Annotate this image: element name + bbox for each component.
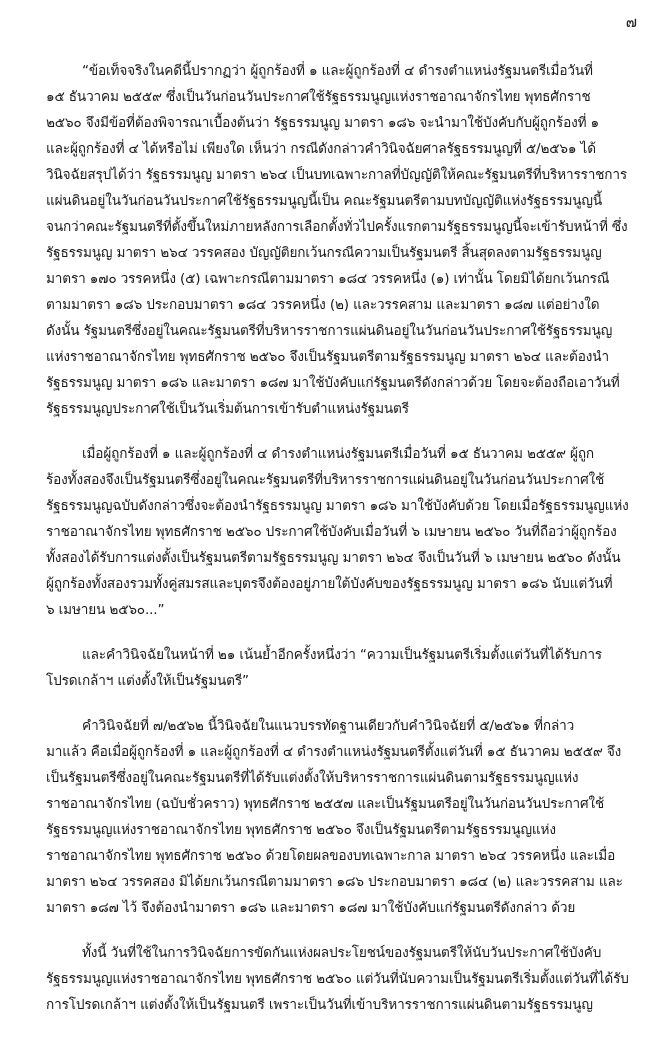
text-line: คำวินิจฉัยที่ ๗/๒๕๖๒ นี้วินิจฉัยในแนวบรรทัดฐานเดียวกับคำวินิจฉัยที่ ๕/๒๕๖๑ ที่กล่าว <box>82 718 575 734</box>
text-line: ทั้งนี้ วันที่ใช้ในการวินิจฉัยการขัดกันแห่งผลประโยชน์ของรัฐมนตรีให้นับวันประกาศใช้บังคับ <box>82 945 602 961</box>
text-line: มาตรา ๑๗๐ วรรคหนึ่ง (๕) เฉพาะกรณีตามมาตรา ๑๘๔ วรรคหนึ่ง (๑) เท่านั้น โดยมิได้ยกเว้นกรณี <box>46 271 610 287</box>
text-line: เป็นรัฐมนตรีซึ่งอยู่ในคณะรัฐมนตรีที่ได้รับแต่งตั้งให้บริหารราชการแผ่นดินตามรัฐธรรมนูญแห่ง <box>46 770 579 786</box>
text-line: ดังนั้น รัฐมนตรีซึ่งอยู่ในคณะรัฐมนตรีที่บริหารราชการแผ่นดินอยู่ในวันก่อนวันประกาศใช้รัฐธรรมนูญ <box>46 323 613 339</box>
text-line: รัฐธรรมนูญแห่งราชอาณาจักรไทย พุทธศักราช ๒๕๖๐ จึงเป็นรัฐมนตรีตามรัฐธรรมนูญแห่ง <box>46 822 556 838</box>
text-line: แผ่นดินอยู่ในวันก่อนวันประกาศใช้รัฐธรรมนูญนี้เป็น คณะรัฐมนตรีตามบทบัญญัติแห่งรัฐธรรมนูญนี้ <box>46 193 603 209</box>
text-line: รัฐธรรมนูญแห่งราชอาณาจักรไทย พุทธศักราช ๒๕๖๐ แต่วันที่นับความเป็นรัฐมนตรีเริ่มตั้งแต่วันที่ได้รับ <box>46 971 629 987</box>
text-line: รัฐธรรมนูญ มาตรา ๒๖๔ วรรคสอง บัญญัติยกเว้นกรณีความเป็นรัฐมนตรี สิ้นสุดลงตามรัฐธรรมนูญ <box>46 245 602 261</box>
text-line: มาตรา ๑๘๗ ไว้ จึงต้องนำมาตรา ๑๘๖ และมาตรา ๑๘๗ มาใช้บังคับแก่รัฐมนตรีดังกล่าว ด้วย <box>46 900 576 916</box>
text-line: รัฐธรรมนูญ มาตรา ๑๘๖ และมาตรา ๑๘๗ มาใช้บังคับแก่รัฐมนตรีดังกล่าวด้วย โดยจะต้องถือเอาวันที่ <box>46 375 620 391</box>
text-line: ร้องทั้งสองจึงเป็นรัฐมนตรีซึ่งอยู่ในคณะรัฐมนตรีที่บริหารราชการแผ่นดินอยู่ในวันก่อนวันประกาศใช้ <box>46 472 605 488</box>
text-line: วินิจฉัยสรุปได้ว่า รัฐธรรมนูญ มาตรา ๒๖๔ เป็นบทเฉพาะกาลที่บัญญัติให้คณะรัฐมนตรีที่บริหารราชการ <box>46 167 628 183</box>
text-line: ราชอาณาจักรไทย พุทธศักราช ๒๕๖๐ ประกาศใช้บังคับเมื่อวันที่ ๖ เมษายน ๒๕๖๐ วันที่ถือว่าผู้ถูกร้อง <box>46 524 617 540</box>
text-line: ๑๕ ธันวาคม ๒๕๕๙ ซึ่งเป็นวันก่อนวันประกาศใช้รัฐธรรมนูญแห่งราชอาณาจักรไทย พุทธศักราช <box>46 89 591 105</box>
paragraph-1 <box>46 58 636 422</box>
text-line: ทั้งสองได้รับการแต่งตั้งเป็นรัฐมนตรีตามรัฐธรรมนูญ มาตรา ๒๖๔ จึงเป็นวันที่ ๖ เมษายน ๒๕๖๐ ดังนั้น <box>46 550 621 566</box>
paragraph-4 <box>46 713 636 921</box>
text-line: ตามมาตรา ๑๘๖ ประกอบมาตรา ๑๘๔ วรรคหนึ่ง (๒) และวรรคสาม และมาตรา ๑๘๗ แต่อย่างใด <box>46 297 600 313</box>
text-line: จนกว่าคณะรัฐมนตรีที่ตั้งขึ้นใหม่ภายหลังการเลือกตั้งทั่วไปครั้งแรกตามรัฐธรรมนูญนี้จะเข้ารับหน้าที่ ซึ่ง <box>46 219 628 235</box>
text-line: “ข้อเท็จจริงในคดีนี้ปรากฏว่า ผู้ถูกร้องที่ ๑ และผู้ถูกร้องที่ ๔ ดำรงตำแหน่งรัฐมนตรีเมื่อวันที่ <box>82 63 593 79</box>
text-line: รัฐธรรมนูญประกาศใช้เป็นวันเริ่มต้นการเข้ารับตำแหน่งรัฐมนตรี <box>46 401 409 417</box>
text-line: ๖ เมษายน ๒๕๖๐...” <box>46 602 165 618</box>
text-line: โปรดเกล้าฯ แต่งตั้งให้เป็นรัฐมนตรี” <box>46 673 249 689</box>
text-line: แห่งราชอาณาจักรไทย พุทธศักราช ๒๕๖๐ จึงเป็นรัฐมนตรีตามรัฐธรรมนูญ มาตรา ๒๖๔ และต้องนำ <box>46 349 610 365</box>
text-line: รัฐธรรมนูญฉบับดังกล่าวซึ่งจะต้องนำรัฐธรรมนูญ มาตรา ๑๘๖ มาใช้บังคับด้วย โดยเมื่อรัฐธรรมนูญแห่ง <box>46 498 629 514</box>
text-line: เมื่อผู้ถูกร้องที่ ๑ และผู้ถูกร้องที่ ๔ ดำรงตำแหน่งรัฐมนตรีเมื่อวันที่ ๑๕ ธันวาคม ๒๕๕๙ ผู้ถูก <box>82 446 594 462</box>
text-line: และผู้ถูกร้องที่ ๔ ได้หรือไม่ เพียงใด เห็นว่า กรณีดังกล่าวคำวินิจฉัยศาลรัฐธรรมนูญที่ ๕/๒๕๖๑ ได้ <box>46 141 596 157</box>
paragraph-2 <box>46 441 636 623</box>
document-body <box>46 58 636 1037</box>
text-line: ราชอาณาจักรไทย (ฉบับชั่วคราว) พุทธศักราช ๒๕๕๗ และเป็นรัฐมนตรีอยู่ในวันก่อนวันประกาศใช้ <box>46 796 605 812</box>
text-line: มาตรา ๒๖๔ วรรคสอง มิได้ยกเว้นกรณีตามมาตรา ๑๘๖ ประกอบมาตรา ๑๘๔ (๒) และวรรคสาม และ <box>46 874 623 890</box>
page-number: ๗ <box>625 13 637 31</box>
text-line: ราชอาณาจักรไทย พุทธศักราช ๒๕๖๐ ด้วยโดยผลของบทเฉพาะกาล มาตรา ๒๖๔ วรรคหนึ่ง และเมื่อ <box>46 848 616 864</box>
text-line: การโปรดเกล้าฯ แต่งตั้งให้เป็นรัฐมนตรี เพราะเป็นวันที่เข้าบริหารราชการแผ่นดินตามรัฐธรรมนูญ <box>46 997 593 1013</box>
paragraph-5 <box>46 940 636 1018</box>
text-line: ผู้ถูกร้องทั้งสองรวมทั้งคู่สมรสและบุตรจึงต้องอยู่ภายใต้บังคับของรัฐธรรมนูญ มาตรา ๑๘๖ นับแต่วันที่ <box>46 576 613 592</box>
text-line: ๒๕๖๐ จึงมีข้อที่ต้องพิจารณาเบื้องต้นว่า รัฐธรรมนูญ มาตรา ๑๘๖ จะนำมาใช้บังคับกับผู้ถูกร้องที่ ๑ <box>46 115 600 131</box>
text-line: มาแล้ว คือเมื่อผู้ถูกร้องที่ ๑ และผู้ถูกร้องที่ ๔ ดำรงตำแหน่งรัฐมนตรีตั้งแต่วันที่ ๑๕ ธันวาคม ๒๕๕๙ จึง <box>46 744 622 760</box>
text-line: และคำวินิจฉัยในหน้าที่ ๒๑ เน้นย้ำอีกครั้งหนึ่งว่า “ความเป็นรัฐมนตรีเริ่มตั้งแต่วันที่ได้รับการ <box>82 647 602 663</box>
paragraph-3 <box>46 642 636 694</box>
